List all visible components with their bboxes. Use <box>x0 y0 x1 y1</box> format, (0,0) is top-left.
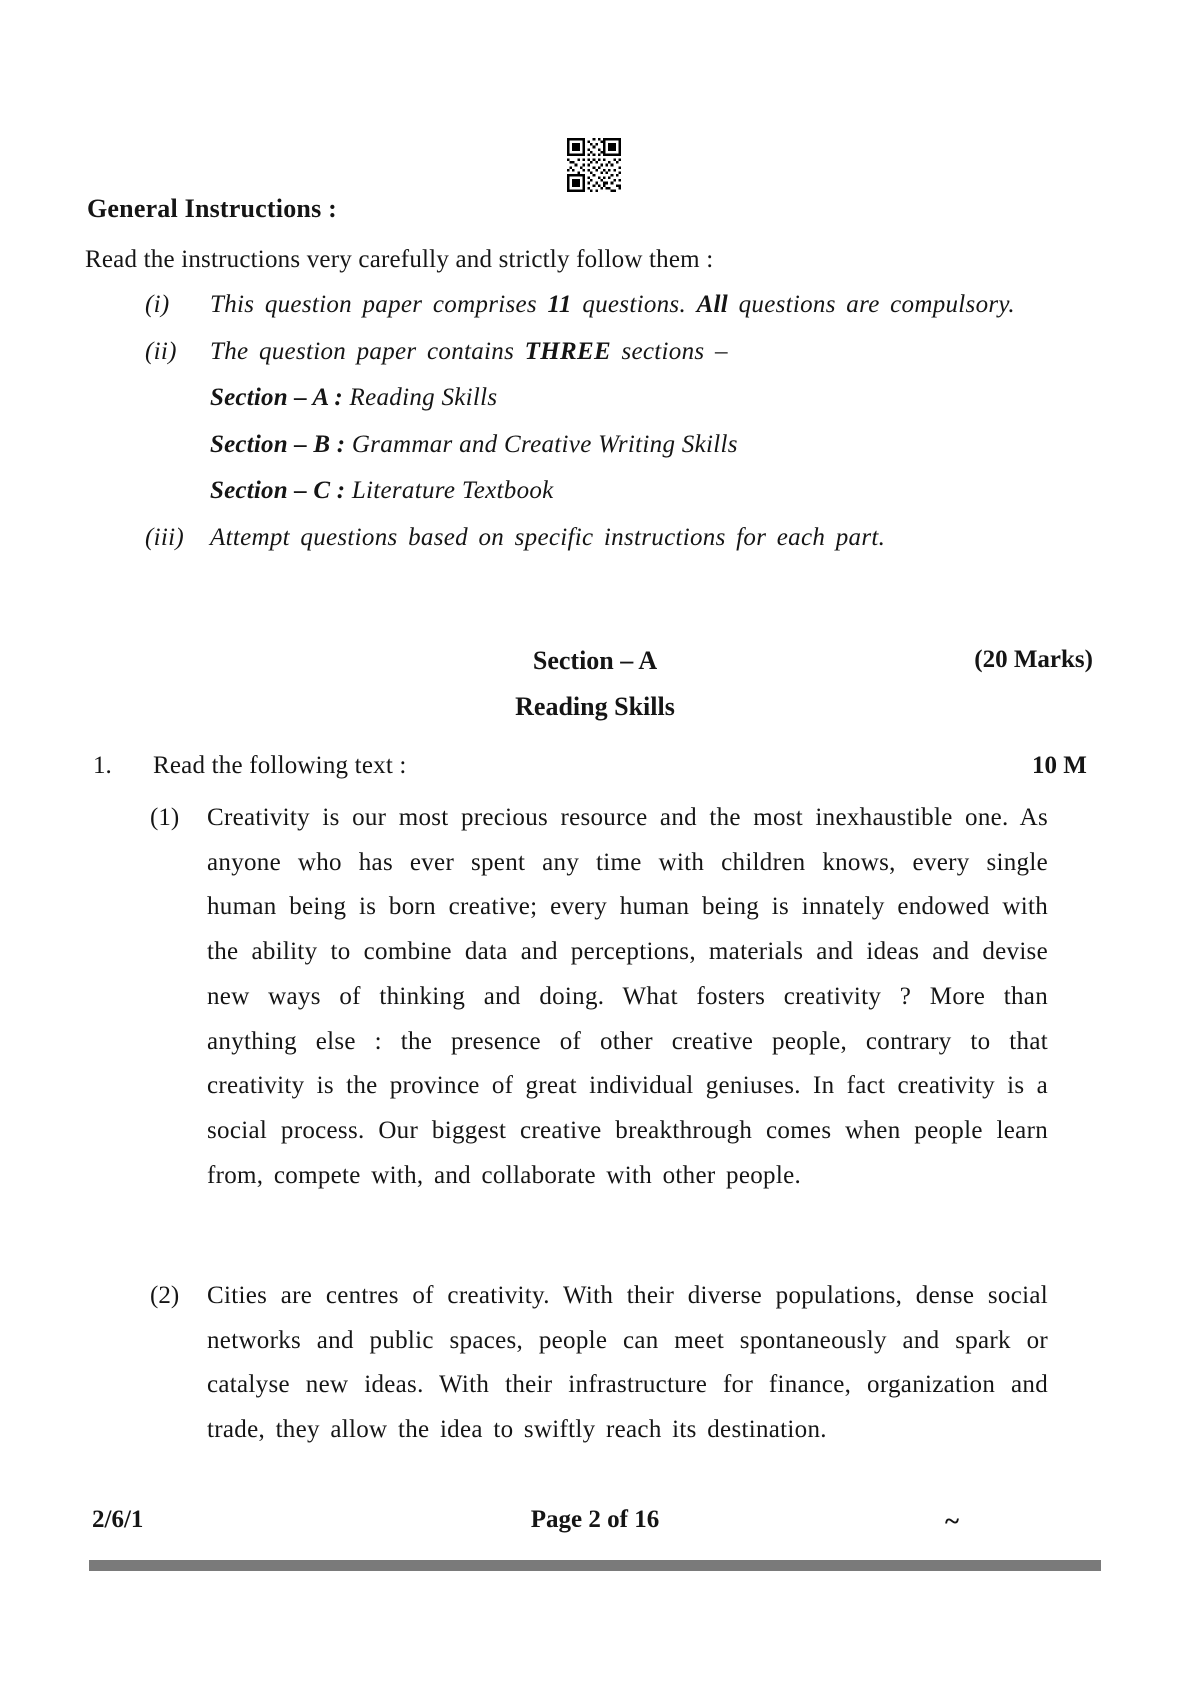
footer-divider-bar <box>89 1560 1101 1571</box>
paragraph-label: (2) <box>150 1282 180 1309</box>
paragraph-text: Creativity is our most precious resource and the most inexhaustible one. As anyone who has ever spent any time with children knows, every single human being is born creative; every human being is innately endowed with the ability to combine data and perceptions, materials and ideas and devise new ways of thinking and doing. What fosters creativity ? More than anything else : the presence of other creative people, contrary to that creativity is the province of great individual geniuses. In fact creativity is a social process. Our biggest creative breakthrough comes when people learn from, compete with, and collaborate with other people. <box>207 804 1048 1189</box>
page-number: Page 2 of 16 <box>530 1506 660 1533</box>
question-1-row <box>0 752 1190 782</box>
text-segment: Attempt questions based on specific instructions for each part. <box>210 523 886 551</box>
section-a-subtitle: Reading Skills <box>515 692 675 721</box>
question-prompt: Read the following text : <box>153 752 407 779</box>
section-list-text: Literature Textbook <box>351 477 554 504</box>
question-number: 1. <box>93 752 112 779</box>
paragraph-text: Cities are centres of creativity. With their diverse populations, dense social networks and public spaces, people can meet spontaneously and spark or catalyse new ideas. With their infrastructure for finance, organization and trade, they allow the idea to swiftly reach its destination. <box>207 1282 1048 1444</box>
passage-paragraph-1 <box>150 796 1048 1198</box>
section-list-item-b <box>210 422 1048 469</box>
section-list-label: Section – C : <box>210 477 346 504</box>
instruction-item-i <box>145 282 1048 329</box>
text-segment: This question paper comprises <box>210 291 537 318</box>
section-a-heading-row <box>87 646 1103 676</box>
section-list-label: Section – B : <box>210 430 346 458</box>
instruction-item-ii <box>145 329 1048 376</box>
text-segment: questions are compulsory. <box>738 291 1015 318</box>
question-marks: 10 M <box>1032 752 1087 779</box>
text-segment-bold: All <box>696 291 729 318</box>
text-segment: questions. <box>582 291 687 318</box>
instruction-item-text <box>210 329 1048 376</box>
instruction-item-label: (iii) <box>145 523 184 551</box>
instruction-item-iii <box>145 515 1048 562</box>
section-a-marks: (20 Marks) <box>974 646 1093 673</box>
instructions-list <box>145 282 1048 561</box>
section-list-item-c <box>210 468 1048 515</box>
instruction-item-text <box>210 515 1048 562</box>
text-segment: sections – <box>621 337 728 365</box>
footer-tilde-mark: ~ <box>945 1506 960 1536</box>
paragraph-label: (1) <box>150 804 180 831</box>
qr-code-icon <box>567 137 621 193</box>
page-footer <box>0 1506 1190 1538</box>
text-segment-bold: THREE <box>524 337 611 365</box>
paper-code: 2/6/1 <box>92 1506 144 1533</box>
instruction-item-text <box>210 282 1048 329</box>
section-list-text: Reading Skills <box>349 384 498 411</box>
passage-paragraph-2 <box>150 1274 1048 1453</box>
text-segment-bold: 11 <box>547 291 572 318</box>
instruction-item-label: (i) <box>145 291 170 318</box>
text-segment: The question paper contains <box>210 337 515 365</box>
general-instructions-heading: General Instructions : <box>87 194 337 223</box>
instructions-intro: Read the instructions very carefully and strictly follow them : <box>85 246 714 273</box>
section-list-label: Section – A : <box>210 384 343 411</box>
section-a-title: Section – A <box>532 646 658 675</box>
section-list-text: Grammar and Creative Writing Skills <box>351 430 738 458</box>
instruction-item-label: (ii) <box>145 337 177 365</box>
section-list-item-a <box>210 375 1048 422</box>
